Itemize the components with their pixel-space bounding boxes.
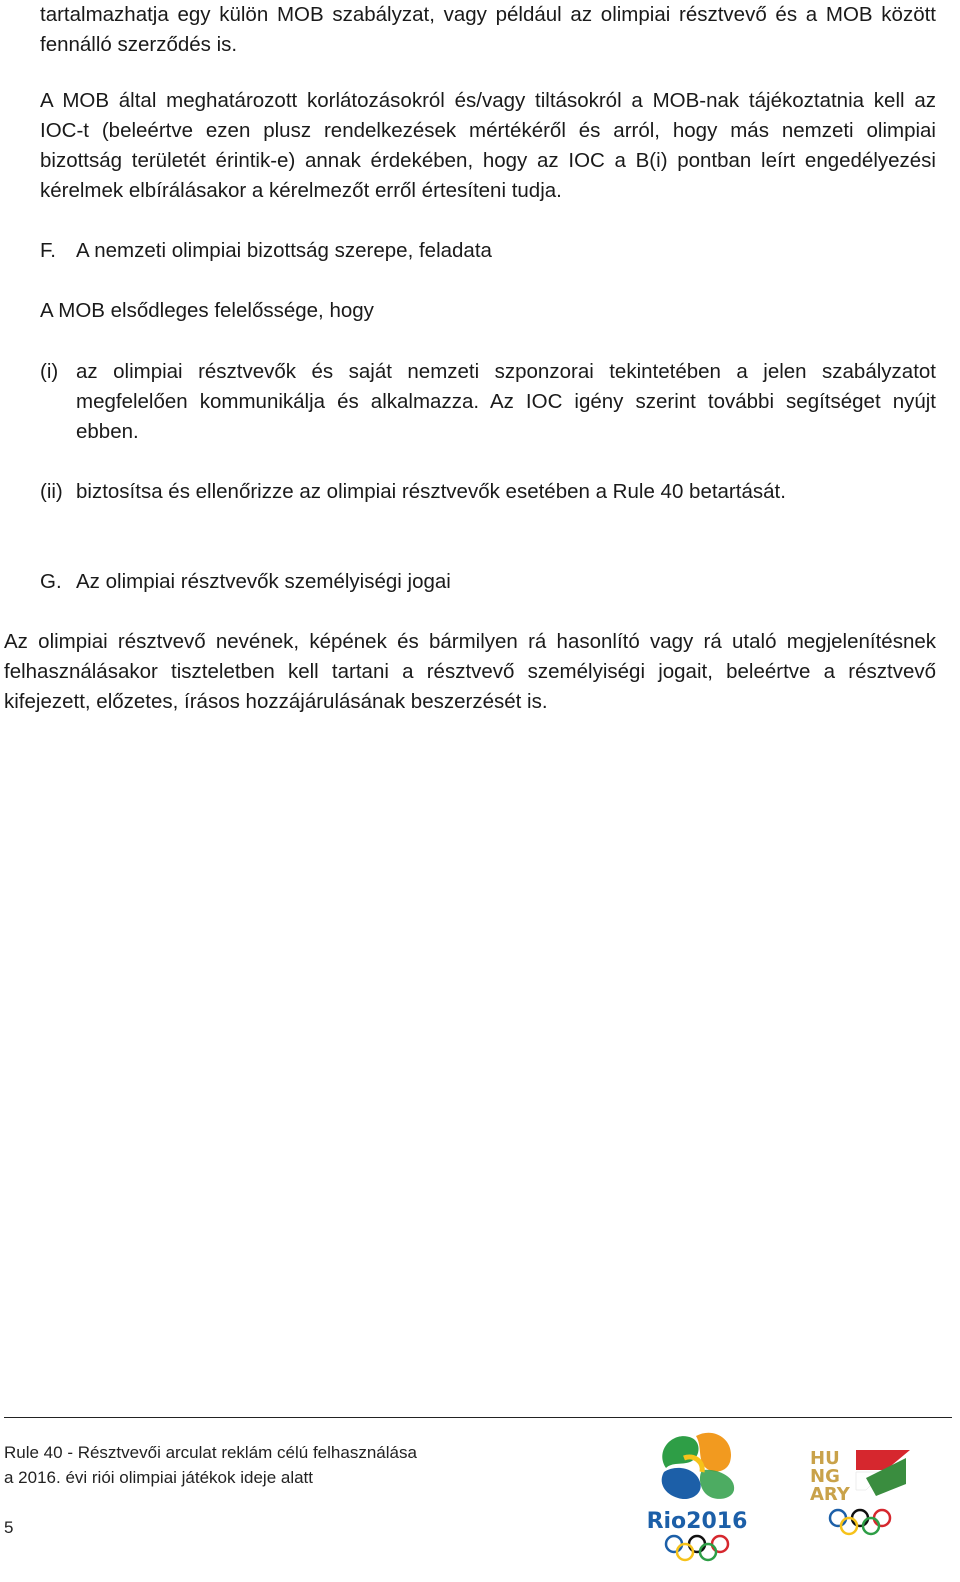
list-item-text: biztosítsa és ellenőrizze az olimpiai résztvevők esetében a Rule 40 betartását. [76, 480, 786, 503]
list-item-text-content: az olimpiai résztvevők és saját nemzeti szponzorai tekintetében a jelen szabályzatot megfelelően kommunikálja és alkalmazza. Az IOC igény szerint további segítséget nyújt ebben. [76, 360, 936, 443]
svg-text:HU: HU [810, 1448, 840, 1469]
section-g-title: Az olimpiai résztvevők személyiségi jogai [76, 570, 451, 593]
svg-text:ARY: ARY [810, 1484, 850, 1505]
hungary-olympic-logo [806, 1444, 918, 1540]
section-f-intro: A MOB elsődleges felelőssége, hogy [40, 299, 374, 322]
svg-text:NG: NG [810, 1466, 840, 1487]
paragraph-continuation: tartalmazhatja egy külön MOB szabályzat, vagy például az olimpiai résztvevő és a MOB között fennálló szerződés is. [40, 3, 936, 56]
rio-logo-wordmark: Rio2016 [646, 1509, 748, 1534]
hungary-wordmark [810, 1448, 851, 1505]
olympic-rings-icon [830, 1510, 890, 1534]
section-g-letter: G. [40, 570, 62, 593]
section-f-letter: F. [40, 239, 56, 262]
section-f-title: A nemzeti olimpiai bizottság szerepe, feladata [76, 239, 492, 262]
list-item [40, 477, 936, 507]
list-item [40, 357, 936, 447]
page-number: 5 [4, 1518, 14, 1537]
section-f-heading [40, 236, 492, 266]
section-g-body: Az olimpiai résztvevő nevének, képének és bármilyen rá hasonlító vagy rá utaló megjelenítésnek felhasználásakor tiszteletben kell tartani a résztvevő személyiségi jogait, beleértve a résztvevő kifejezett, előzetes, írásos hozzájárulásának beszerzését is. [4, 630, 936, 713]
rio-emblem-figures [662, 1433, 734, 1499]
footer-title-line2: a 2016. évi riói olimpiai játékok ideje alatt [4, 1468, 314, 1487]
list-item-text [40, 357, 936, 447]
hungary-flag-shape [856, 1450, 910, 1496]
paragraph-restrictions: A MOB által meghatározott korlátozásokról és/vagy tiltásokról a MOB-nak tájékoztatnia kell az IOC-t (beleértve ezen plusz rendelkezések mértékéről és arról, hogy más nemzeti olimpiai bizottság területét érintik-e) annak érdekében, hogy az IOC a B(i) pontban leírt engedélyezési kérelmek elbírálásakor a kérelmezőt erről értesíteni tudja. [40, 89, 936, 202]
list-item-number: (i) [40, 360, 59, 383]
section-g-heading [40, 567, 451, 597]
footer-title-line1: Rule 40 - Résztvevői arculat reklám célú felhasználása [4, 1443, 417, 1462]
rio2016-logo [644, 1428, 750, 1564]
list-item-number: (ii) [40, 480, 63, 503]
olympic-rings-icon [666, 1536, 728, 1560]
footer-divider [4, 1417, 952, 1418]
